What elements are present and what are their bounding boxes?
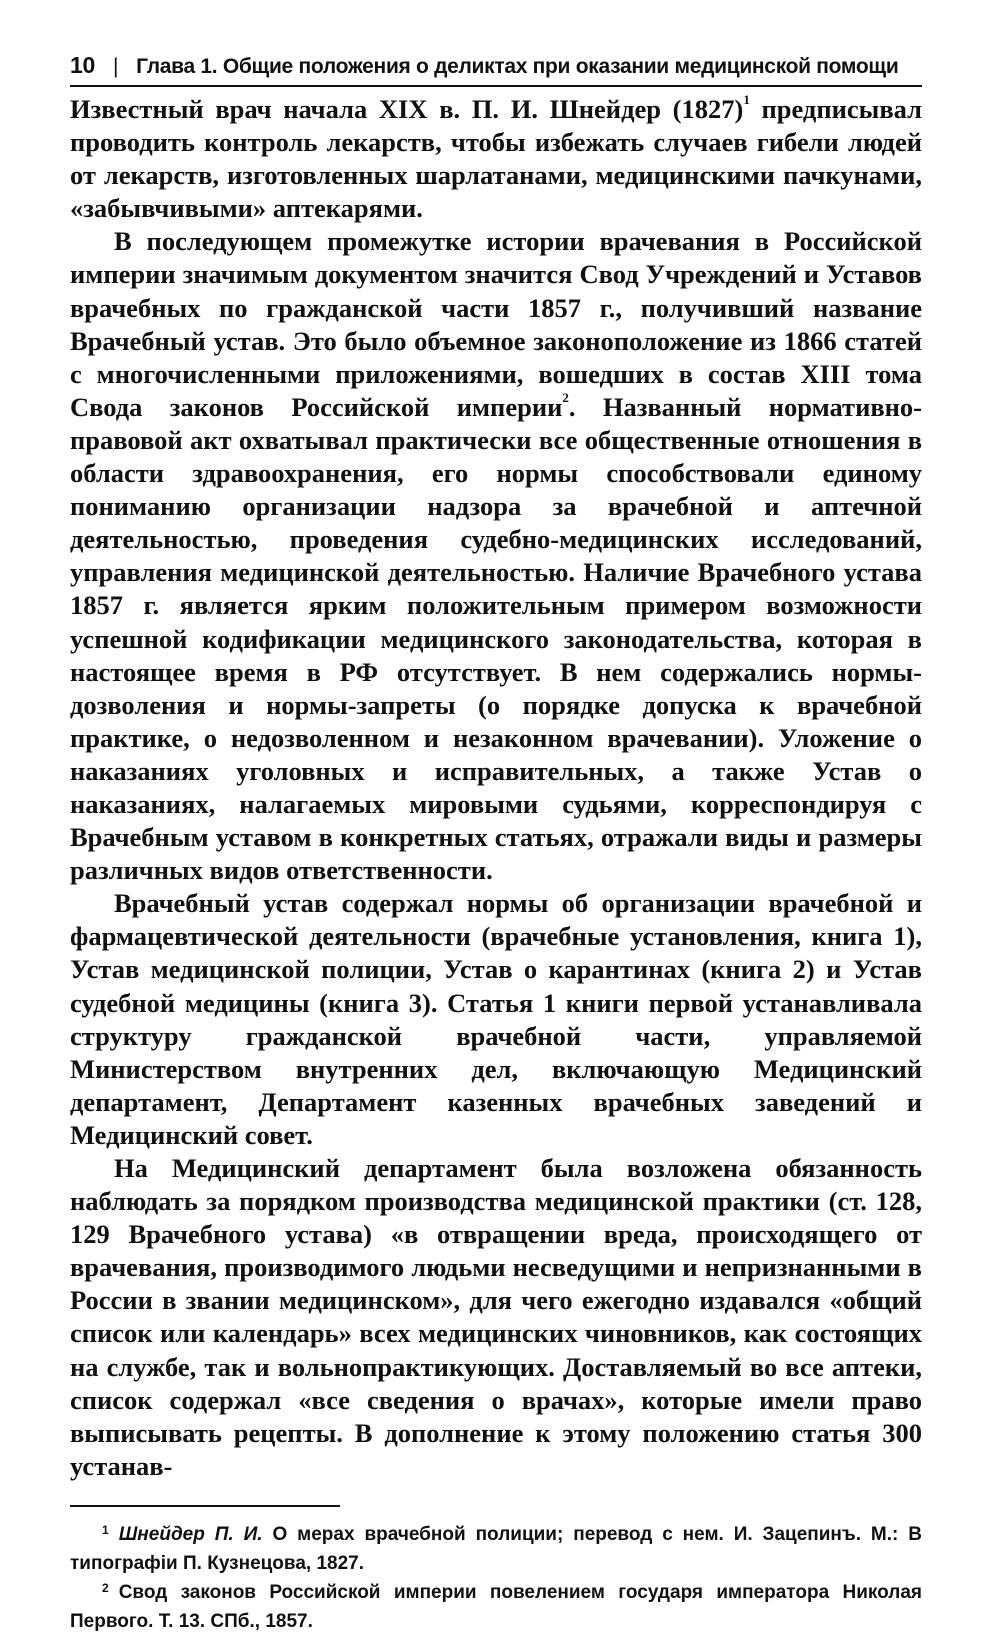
- header-separator: |: [112, 55, 119, 78]
- paragraph-text-continued: предписывал проводить контроль лекарств, чтобы избежать случаев гибели людей от лекарств, изготовленных шарлатанами, медицинскими пачкунами, «забывчивыми» аптекарями.: [70, 94, 922, 224]
- footnotes: [70, 1521, 922, 1635]
- footnote-text: О мерах врачебной полиции; перевод с нем. И. Зацепинъ. М.: В типографіи П. Кузнецова, 1827.: [70, 1523, 923, 1574]
- footnote-ref-2: 2: [562, 390, 569, 406]
- paragraph-text: В последующем промежутке истории врачевания в Российской империи значимым документом значится Свод Учреждений и Уставов врачебных по гражданской части 1857 г., получивший название Врачебный устав. Это было объемное законоположение из 1866 статей с многочисленными приложениями, вошедших в состав XIII тома Свода законов Российской империи: [70, 226, 922, 422]
- paragraph-text: На Медицинский департамент была возложена обязанность наблюдать за порядком производства медицинской практики (ст. 128, 129 Врачебного устава) «в отвращении вреда, происходящего от врачевания, производимого людьми несведущими и непризнанными в России в звании медицинском», для чего ежегодно издавался «общий список или календарь» всех медицинских чиновников, как состоящих на службе, так и вольнопрактикующих. Доставляемый во все аптеки, список содержал «все сведения о врачах», которые имели право выписывать рецепты. В дополнение к этому положению статья 300 устанав-: [70, 1153, 922, 1481]
- footnote-author: Шнейдер П. И.: [118, 1523, 263, 1545]
- page-number: 10: [70, 52, 95, 78]
- running-header: [70, 52, 922, 87]
- paragraph-1: [70, 93, 922, 225]
- footnote-2: [70, 1579, 922, 1635]
- footnote-mark: 1: [102, 1522, 109, 1537]
- main-text: [70, 93, 922, 1483]
- paragraph-text-continued: . Названный нормативно-правовой акт охватывал практически все общественные отношения в области здравоохранения, его нормы способствовали единому пониманию организации надзора за врачебной и аптечной деятельностью, проведения судебно-медицинских исследований, управления медицинской деятельностью. Наличие Врачебного устава 1857 г. является ярким положительным примером возможности успешной кодификации медицинского законодательства, которая в настоящее время в РФ отсутствует. В нем содержались нормы-дозволения и нормы-запреты (о порядке допуска к врачебной практике, о недозволенном и незаконном врачевании). Уложение о наказаниях уголовных и исправительных, а также Устав о наказаниях, налагаемых мировыми судьями, корреспондируя с Врачебным уставом в конкретных статьях, отражали виды и размеры различных видов ответственности.: [70, 391, 922, 886]
- footnote-text: Свод законов Российской империи повелением государя императора Николая Первого. Т. 13. СПб., 1857.: [70, 1581, 922, 1632]
- footnote-ref-1: 1: [743, 92, 750, 108]
- book-page: [70, 52, 922, 1637]
- paragraph-text: Врачебный устав содержал нормы об организации врачебной и фармацевтической деятельности (врачебные установления, книга 1), Устав медицинской полиции, Устав о карантинах (книга 2) и Устав судебной медицины (книга 3). Статья 1 книги первой устанавливала структуру гражданской врачебной части, управляемой Министерством внутренних дел, включающую Медицинский департамент, Департамент казенных врачебных заведений и Медицинский совет.: [70, 888, 922, 1150]
- paragraph-2: [70, 225, 922, 887]
- chapter-title: Глава 1. Общие положения о деликтах при оказании медицинской помощи: [136, 55, 899, 78]
- footnote-mark: 2: [102, 1580, 109, 1595]
- paragraph-text: Известный врач начала XIX в. П. И. Шнейдер (1827): [70, 94, 744, 124]
- footnote-divider: [70, 1505, 340, 1507]
- paragraph-3: [70, 887, 922, 1152]
- footnote-1: [70, 1521, 922, 1577]
- paragraph-4: [70, 1152, 922, 1483]
